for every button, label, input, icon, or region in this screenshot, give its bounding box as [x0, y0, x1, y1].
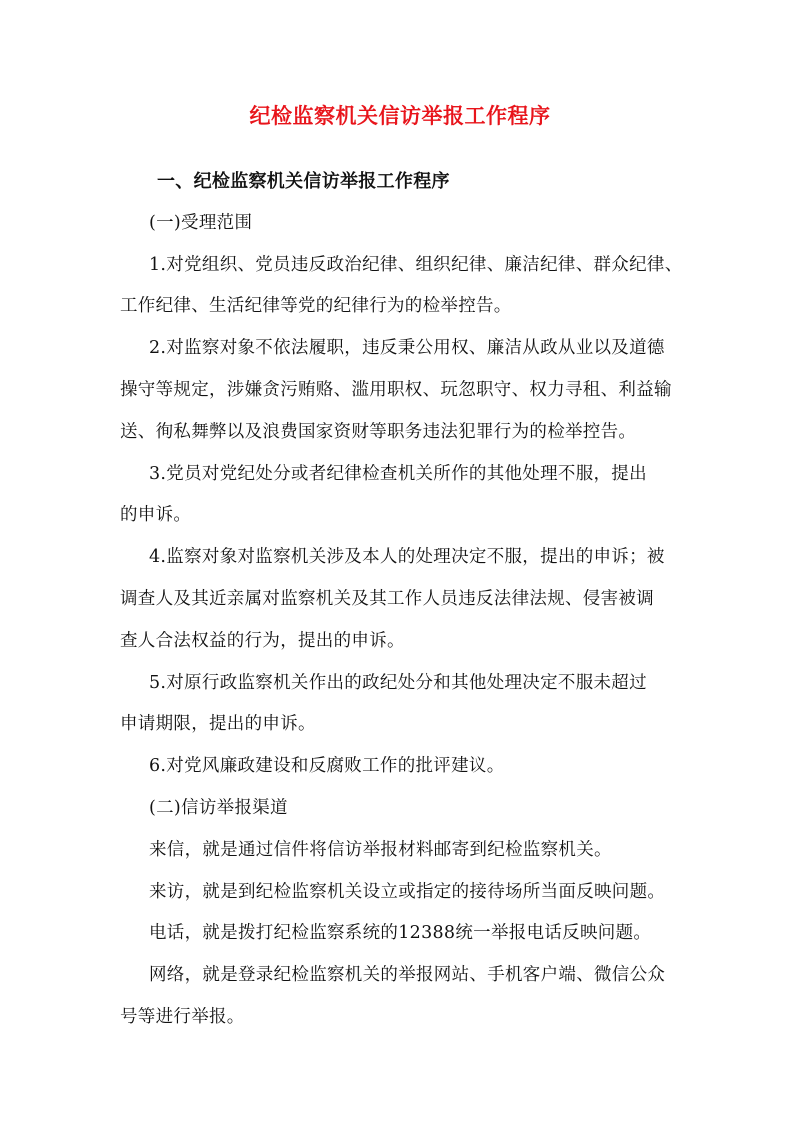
- subsection-heading: (二)信访举报渠道: [149, 798, 288, 818]
- paragraph-line: 送、徇私舞弊以及浪费国家资财等职务违法犯罪行为的检举控告。: [120, 422, 637, 442]
- paragraph-line: 号等进行举报。: [120, 1007, 245, 1027]
- paragraph-line: 申请期限，提出的申诉。: [120, 714, 316, 734]
- paragraph-line: 6.对党风廉政建设和反腐败工作的批评建议。: [149, 756, 505, 776]
- paragraph-line: 来访，就是到纪检监察机关设立或指定的接待场所当面反映问题。: [149, 882, 666, 902]
- paragraph-line: 工作纪律、生活纪律等党的纪律行为的检举控告。: [120, 296, 512, 316]
- paragraph-line: 2.对监察对象不依法履职，违反秉公用权、廉洁从政从业以及道德: [149, 338, 665, 358]
- section-heading: 一、纪检监察机关信访举报工作程序: [157, 171, 450, 192]
- paragraph-line: 网络，就是登录纪检监察机关的举报网站、手机客户端、微信公众: [149, 965, 666, 985]
- paragraph-line: 3.党员对党纪处分或者纪律检查机关所作的其他处理不服，提出: [149, 464, 647, 484]
- paragraph-line: 5.对原行政监察机关作出的政纪处分和其他处理决定不服未超过: [149, 673, 647, 693]
- paragraph-line: 的申诉。: [120, 505, 192, 525]
- paragraph-line: 调查人及其近亲属对监察机关及其工作人员违反法律法规、侵害被调: [120, 589, 654, 609]
- paragraph-line: 查人合法权益的行为，提出的申诉。: [120, 631, 405, 651]
- paragraph-line: 操守等规定，涉嫌贪污贿赂、滥用职权、玩忽职守、权力寻租、利益输: [120, 380, 672, 400]
- paragraph-line: 电话，就是拨打纪检监察系统的12388统一举报电话反映问题。: [149, 923, 652, 943]
- paragraph-line: 4.监察对象对监察机关涉及本人的处理决定不服，提出的申诉；被: [149, 547, 665, 567]
- paragraph-line: 1.对党组织、党员违反政治纪律、组织纪律、廉洁纪律、群众纪律、: [149, 255, 683, 275]
- subsection-heading: (一)受理范围: [149, 213, 253, 233]
- paragraph-line: 来信，就是通过信件将信访举报材料邮寄到纪检监察机关。: [149, 840, 612, 860]
- document-title: 纪检监察机关信访举报工作程序: [249, 103, 551, 128]
